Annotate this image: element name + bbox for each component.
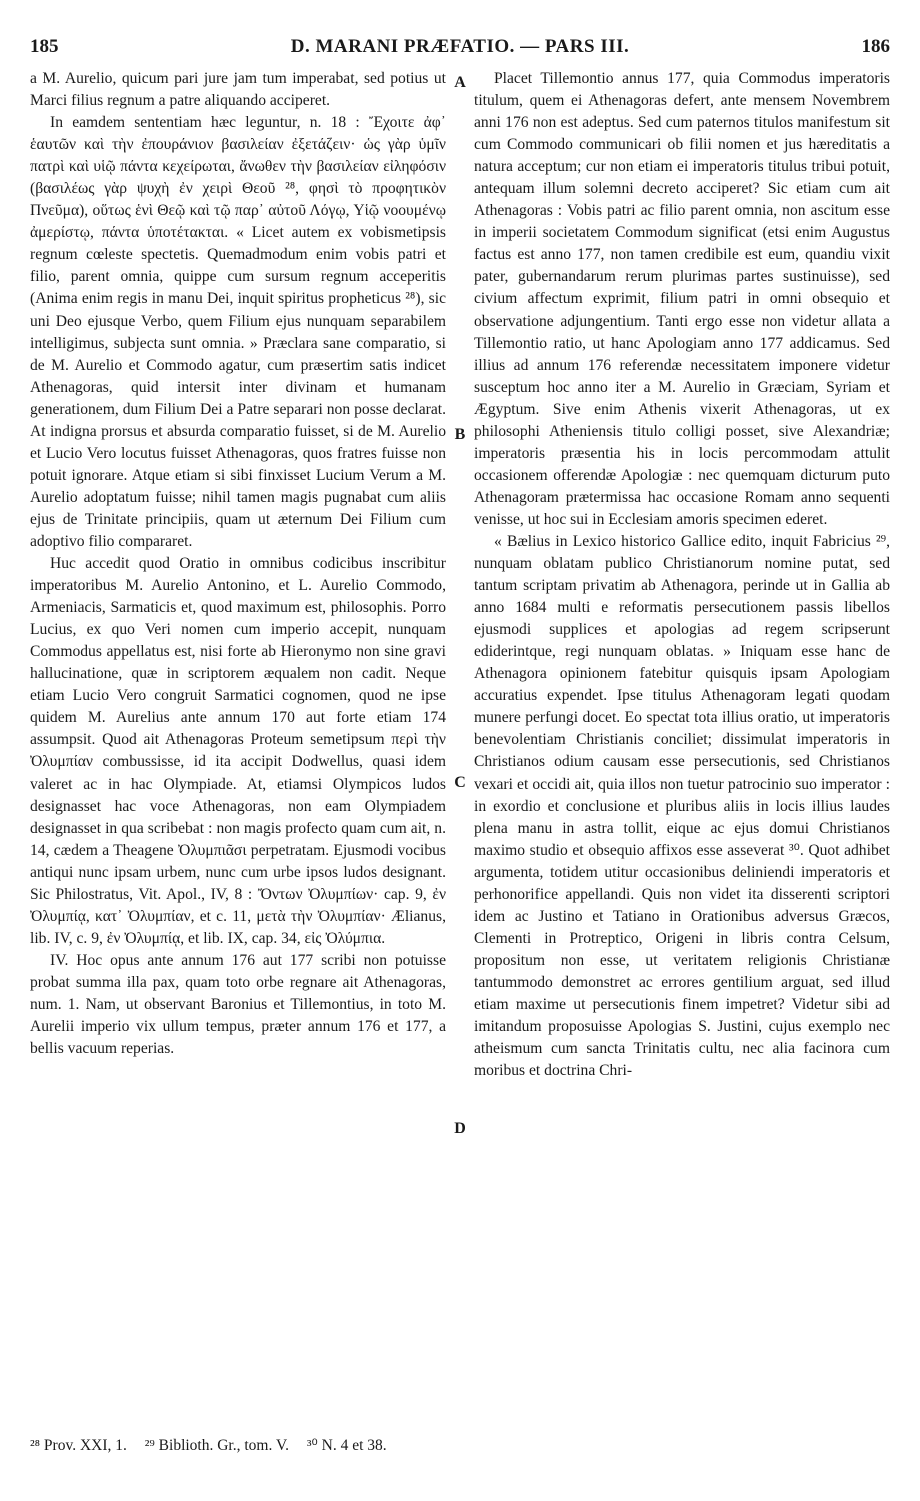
margin-marker-c: C — [454, 774, 466, 791]
footnotes — [30, 1436, 890, 1455]
page-number-right: 186 — [861, 36, 890, 57]
paragraph: Huc accedit quod Oratio in omnibus codicibus inscribitur imperatoribus M. Aurelio Antonino, et L. Aurelio Commodo, Armeniacis, Sarmaticis et, quod maximum est, philosophis. Porro Lucius, ex quo Veri nomen cum imperio accepit, nunquam Commodus appellatus est, nisi forte ab Hieronymo non sine gravi hallucinatione, quæ in scriptorem æqualem non cadit. Neque etiam Lucio Vero congruit Sarmatici cognomen, quod ne ipse quidem M. Aurelius ante annum 170 aut forte etiam 174 assumpsit. Quod ait Athenagoras Proteum semetipsum περὶ τὴν Ὀλυμπίαν combussisse, id ita accipit Dodwellus, quasi idem valeret ac in hac Olympiade. At, etiamsi Olympicos ludos designasset hac voce Athenagoras, non eam Olympiadem designasset in qua scribebat : non magis profecto quam cum ait, n. 14, cædem a Theagene Ὀλυμπιᾶσι perpetratam. Ejusmodi vocibus antiqui nunc ipsam urbem, nunc cum urbe ipsos ludos designant. Sic Philostratus, Vit. Apol., IV, 8 : Ὄντων Ὀλυμπίων· cap. 9, ἐν Ὀλυμπίᾳ, κατ᾽ Ὀλυμπίαν, et c. 11, μετὰ τὴν Ὀλυμπίαν· Ælianus, lib. IV, c. 9, ἐν Ὀλυμπίᾳ, et lib. IX, cap. 34, εἰς Ὀλύμπια. — [30, 555, 446, 947]
paragraph: a M. Aurelio, quicum pari jure jam tum imperabat, sed potius ut Marci filius regnum a patre aliquando acciperet. — [30, 70, 446, 110]
page-header — [30, 36, 890, 64]
margin-marker-a: A — [454, 74, 466, 91]
footnote: ²⁸ Prov. XXI, 1. — [30, 1437, 127, 1454]
paragraph: « Bælius in Lexico historico Gallice edito, inquit Fabricius ²⁹, nunquam oblatam publico Christianorum nomine putat, sed tantum scriptam privatim ab Athenagora, perinde ut in Gallia ab anno 1684 multi e reformatis persecutionem passis libellos ejusmodi supplices et apologias ad regem scripserunt ediderintque, regi nunquam oblatas. » Iniquam esse hanc de Athenagora opinionem fatebitur quisquis ipsam Apologiam accuratius expendet. Ipse titulus Athenagoram legati quodam munere perfungi docet. Eo spectat tota illius oratio, ut imperatoris benevolentiam Christianis conciliet; dissimulat imperatoris in Christianos odium causam esse persecutionis, sed Christianos vexari et occidi ait, quia illos non tuetur patrocinio suo imperator : in exordio et conclusione et pluribus aliis in locis illius laudes plena manu in astra tollit, eique ac ejus domui Christianos maximo studio et obsequio affixos esse asseverat ³⁰. Quot adhibet argumenta, totidem utitur occasionibus deliniendi imperatoris et perhonorifice appellandi. Quis non videt ita disserenti scriptori idem ac Justino et Tatiano in Orationibus adversus Græcos, Clementi in Protreptico, Origeni in libris contra Celsum, propositum non esse, ut veritatem religionis Christianæ tantummodo demonstret ac errores gentilium arguat, sed illud etiam maxime ut persecutionis finem impetret? Videtur sibi ad imitandum proposuisse Apologias S. Justini, cujus exemplo nec atheismum cum sancta Trinitatis cultu, nec alia facinora cum moribus et doctrina Chri- — [474, 532, 890, 1080]
footnote: ²⁹ Biblioth. Gr., tom. V. — [144, 1437, 290, 1454]
page-number-left: 185 — [30, 36, 59, 57]
left-column — [30, 68, 446, 1060]
paragraph: IV. Hoc opus ante annum 176 aut 177 scribi non potuisse probat summa illa pax, quam toto orbe regnare ait Athenagoras, num. 1. Nam, ut observant Baronius et Tillemontius, in toto M. Aurelii imperio vix ullum tempus, præter annum 176 et 177, a bellis vacuum reperias. — [30, 951, 446, 1058]
paragraph: Placet Tillemontio annus 177, quia Commodus imperatoris titulum, quem ei Athenagoras defert, ante mensem Novembrem anni 176 non est adeptus. Sed cum paternos titulos manifestum sit cum Commodo communicari ob filii nomen et jus hæreditatis a natura acceptum; cur non etiam ei imperatoris titulus tribui potuit, antequam illum solemni decreto acciperet? Sic etiam cum ait Athenagoras : Vobis patri ac filio parent omnia, non ascitum esse in imperii societatem Commodum significat (etsi enim Augustus factus est anno 177, non tamen credibile est eum, quandiu vixit pater, gubernandarum rerum plurimas partes sustinuisse), sed civium affectum exprimit, filium patri in omni obsequio et observatione adjungentium. Tanti ergo esse non videtur allata a Tillemontio ratio, ut hanc Apologiam anno 177 addicamus. Sed illius ad annum 176 referendæ necessitatem imponere videtur susceptum hoc anno iter a M. Aurelio in Græciam, Syriam et Ægyptum. Sive enim Athenis vixerit Athenagoras, ut ex philosophi Atheniensis titulo colligi posset, sive Alexandriæ; imperatoris præsentia his in locis percommodam attulit occasionem offerendæ Apologiæ : nec quemquam dicturum puto Athenagoram prætermissa hac occasione Romam anno sequenti venisse, ut hoc sui in Ecclesiam amoris specimen ederet. — [474, 70, 890, 528]
paragraph: In eamdem sententiam hæc leguntur, n. 18 : Ἔχοιτε ἀφ᾽ ἑαυτῶν καὶ τὴν ἐπουράνιον βασιλείαν ἐξετάζειν· ὡς γὰρ ὑμῖν πατρὶ καὶ υἱῷ πάντα κεχείρωται, ἄνωθεν τὴν βασιλείαν εἰληφόσιν (βασιλέως γὰρ ψυχὴ ἐν χειρὶ Θεοῦ ²⁸, φησὶ τὸ προφητικὸν Πνεῦμα), οὕτως ἑνὶ Θεῷ καὶ τῷ παρ᾽ αὐτοῦ Λόγῳ, Υἱῷ νοουμένῳ ἀμερίστῳ, πάντα ὑποτέτακται. « Licet autem ex vobismetipsis regnum cœleste spectetis. Quemadmodum enim vobis patri et filio, parent omnia, quippe cum sursum regnum acceperitis (Anima enim regis in manu Dei, inquit spiritus propheticus ²⁸), sic uni Deo ejusque Verbo, quem Filium ejus nunquam separabilem intelligimus, subjecta sunt omnia. » Præclara sane comparatio, si de M. Aurelio et Commodo agatur, cum præsertim satis indicet Athenagoras, quid intersit inter divinam et humanam generationem, dum Filium Dei a Patre separari non posse declarat. At indigna prorsus et absurda comparatio fuisset, si de M. Aurelio et Lucio Vero locutus fuisset Athenagoras, quos fratres fuisse non potuit ignorare. Atque etiam si sibi finxisset Lucium Verum a M. Aurelio adoptatum fuisse; nihil tamen magis pugnabat cum aliis ejus de Trinitate principiis, quam ut æternum Dei Filium cum adoptivo filio compararet. — [30, 114, 446, 550]
right-column — [474, 68, 890, 1082]
margin-marker-b: B — [454, 426, 466, 443]
footnote: ³⁰ N. 4 et 38. — [306, 1437, 387, 1454]
running-title: D. MARANI PRÆFATIO. — PARS III. — [290, 36, 630, 57]
margin-marker-d: D — [454, 1120, 466, 1137]
